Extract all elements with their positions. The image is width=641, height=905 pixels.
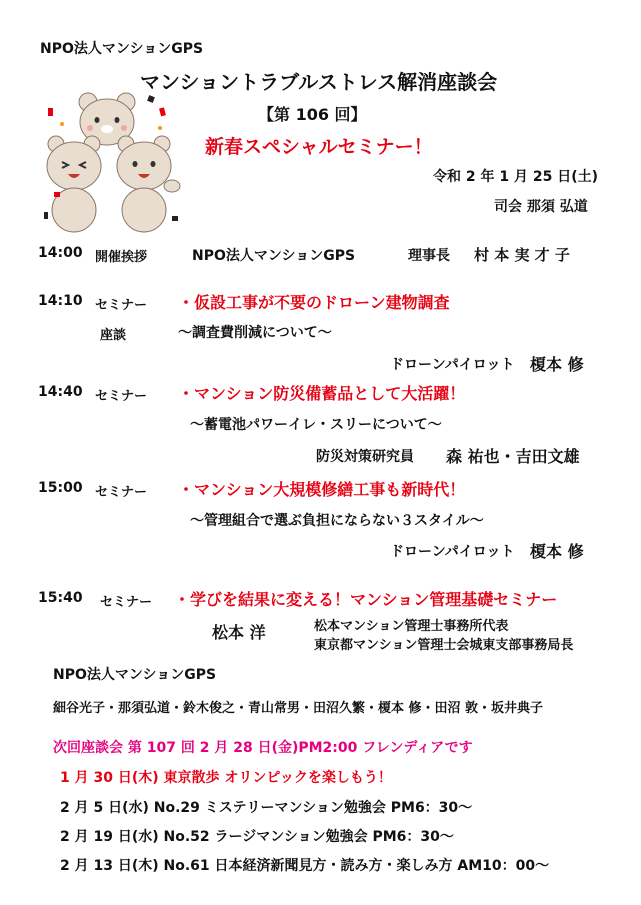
s4-speaker: 松本 洋 bbox=[212, 623, 266, 642]
s4-title: ・学びを結果に変える！マンション管理基礎セミナー bbox=[174, 590, 558, 609]
s4-affiliation-1: 松本マンション管理士事務所代表 bbox=[314, 619, 509, 634]
s3-title: ・マンション大規模修繕工事も新時代！ bbox=[178, 480, 466, 499]
org-name: NPO法人マンションGPS bbox=[40, 41, 204, 57]
bear-right bbox=[117, 136, 180, 232]
bear-illustration bbox=[40, 88, 190, 238]
opening-org: NPO法人マンションGPS bbox=[192, 248, 356, 264]
s1-label: セミナー bbox=[95, 298, 148, 313]
s3-label: セミナー bbox=[95, 485, 148, 500]
session-number: 【第 106 回】 bbox=[258, 105, 367, 124]
s3-subtitle: ～管理組合で選ぶ負担にならない３スタイル～ bbox=[190, 513, 484, 529]
s4-label: セミナー bbox=[100, 595, 153, 610]
s3-time: 15:00 bbox=[38, 480, 83, 496]
s2-title: ・マンション防災備蓄品として大活躍！ bbox=[178, 384, 466, 403]
event-4: 2 月 13 日(木) No.61 日本経済新聞見方・読み方・楽しみ方 AM10：00～ bbox=[60, 858, 550, 874]
s2-subtitle: ～蓄電池パワーイレ・スリーについて～ bbox=[190, 417, 442, 433]
page-title: マンショントラブルストレス解消座談会 bbox=[140, 70, 498, 94]
opening-time: 14:00 bbox=[38, 245, 83, 261]
event-2: 2 月 5 日(水) No.29 ミステリーマンション勉強会 PM6：30～ bbox=[60, 800, 473, 816]
host-name: 司会 那須 弘道 bbox=[494, 199, 588, 215]
bear-left bbox=[47, 136, 101, 232]
s1-time: 14:10 bbox=[38, 293, 83, 309]
s4-time: 15:40 bbox=[38, 590, 83, 606]
s1-title: ・仮設工事が不要のドローン建物調査 bbox=[178, 293, 450, 312]
s4-affiliation-2: 東京都マンション管理士会城東支部事務局長 bbox=[314, 638, 574, 653]
members-names: 細谷光子・那須弘道・鈴木俊之・青山常男・田沼久繁・榎本 修・田沼 敦・坂井典子 bbox=[53, 701, 544, 716]
s1-speaker-role: ドローンパイロット bbox=[390, 357, 515, 373]
opening-label: 開催挨拶 bbox=[95, 250, 148, 265]
next-meeting: 次回座談会 第 107 回 2 月 28 日(金)PM2:00 フレンディアです bbox=[53, 740, 473, 756]
s3-speaker-role: ドローンパイロット bbox=[390, 544, 515, 560]
opening-role: 理事長 bbox=[408, 248, 450, 264]
subtitle: 新春スペシャルセミナー！ bbox=[205, 136, 433, 158]
s2-speaker-role: 防災対策研究員 bbox=[316, 449, 414, 465]
s1-sublabel: 座談 bbox=[100, 328, 127, 343]
s3-speaker: 榎本 修 bbox=[530, 542, 584, 561]
s1-subtitle: ～調査費削減について～ bbox=[178, 325, 332, 341]
members-org: NPO法人マンションGPS bbox=[53, 667, 217, 683]
s2-speaker: 森 祐也・吉田文雄 bbox=[446, 447, 580, 466]
event-3: 2 月 19 日(水) No.52 ラージマンション勉強会 PM6：30～ bbox=[60, 829, 454, 845]
s1-speaker: 榎本 修 bbox=[530, 355, 584, 374]
event-date: 令和 2 年 1 月 25 日(土) bbox=[433, 169, 599, 185]
opening-name: 村 本 実 才 子 bbox=[474, 246, 570, 264]
s2-label: セミナー bbox=[95, 389, 148, 404]
s2-time: 14:40 bbox=[38, 384, 83, 400]
event-1: 1 月 30 日(木) 東京散歩 オリンピックを楽しもう！ bbox=[60, 770, 392, 786]
